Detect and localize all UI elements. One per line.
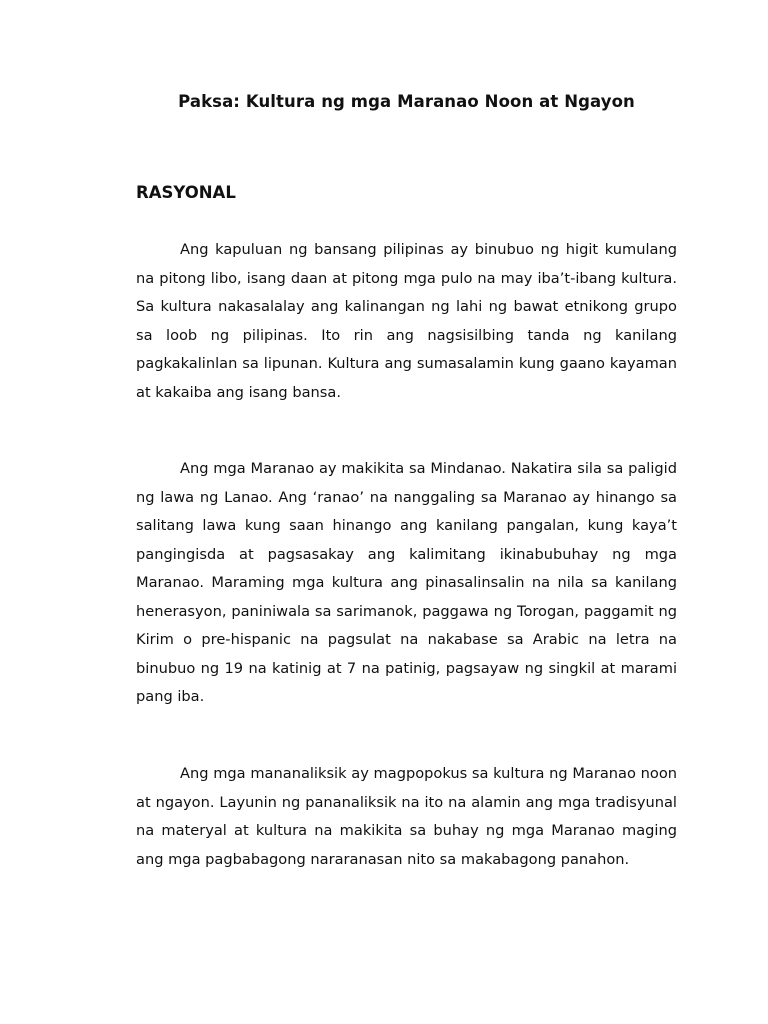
document-title: Paksa: Kultura ng mga Maranao Noon at Ngayon bbox=[178, 92, 635, 111]
paragraph-3: Ang mga mananaliksik ay magpopokus sa kultura ng Maranao noon at ngayon. Layunin ng pananaliksik na ito na alamin ang mga tradisyunal na materyal at kultura na makikita sa buhay ng mga Maranao maging ang mga pagbabagong nararanasan nito sa makabagong panahon. bbox=[136, 765, 677, 868]
paragraph-2: Ang mga Maranao ay makikita sa Mindanao. Nakatira sila sa paligid ng lawa ng Lanao. Ang ‘ranao’ na nanggaling sa Maranao ay hinango sa salitang lawa kung saan hinango ang kanilang pangalan, kung kaya’t pangingisda at pagsasakay ang kalimitang ikinabubuhay ng mga Maranao. Maraming mga kultura ang pinasalinsalin na nila sa kanilang henerasyon, paniniwala sa sarimanok, paggawa ng Torogan, paggamit ng Kirim o pre-hispanic na pagsulat na nakabase sa Arabic na letra na binubuo ng 19 na katinig at 7 na patinig, pagsayaw ng singkil at marami pang iba. bbox=[136, 460, 677, 705]
paragraph-1: Ang kapuluan ng bansang pilipinas ay binubuo ng higit kumulang na pitong libo, isang daan at pitong mga pulo na may iba’t-ibang kultura. Sa kultura nakasalalay ang kalinangan ng lahi ng bawat etnikong grupo sa loob ng pilipinas. Ito rin ang nagsisilbing tanda ng kanilang pagkakalinlan sa lipunan. Kultura ang sumasalamin kung gaano kayaman at kakaiba ang isang bansa. bbox=[136, 241, 677, 401]
section-heading-rasyonal: RASYONAL bbox=[136, 183, 236, 202]
